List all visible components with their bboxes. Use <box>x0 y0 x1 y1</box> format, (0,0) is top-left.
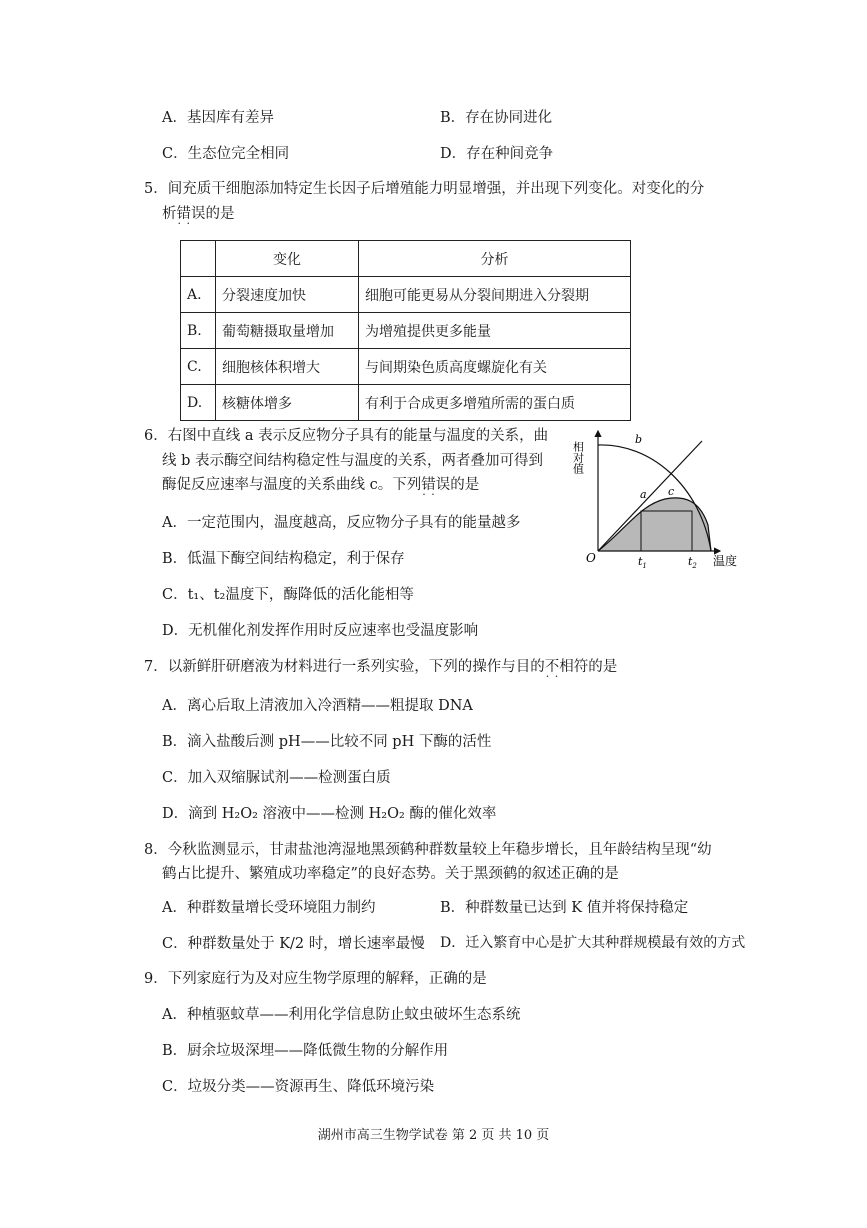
q7-stem <box>144 655 617 676</box>
curve-c-label: c <box>668 485 675 498</box>
q4-option-b: B．存在协同进化 <box>440 110 553 126</box>
q5-emphasis: 错误 · · <box>177 202 206 223</box>
q5-stem-line2 <box>162 202 235 223</box>
q7-stem-text: 7．以新鲜肝研磨液为材料进行一系列实验，下列的操作与目的 <box>144 659 545 675</box>
line-a-label: a <box>640 488 647 501</box>
table-cell: 与间期染色质高度螺旋化有关 <box>359 349 631 385</box>
t1-label <box>638 555 647 570</box>
table-row <box>181 385 631 421</box>
table-cell: D. <box>181 385 216 421</box>
q5-table <box>180 240 631 421</box>
q6-option-b: B．低温下酶空间结构稳定，利于保存 <box>162 551 405 567</box>
table-header-cell: 变化 <box>216 241 359 277</box>
table-cell: 有利于合成更多增殖所需的蛋白质 <box>359 385 631 421</box>
q4-option-a: A．基因库有差异 <box>162 110 274 126</box>
q7-stem-text-end: 的是 <box>588 659 618 675</box>
q5-stem-text: 析 <box>162 206 177 222</box>
table-cell: 葡萄糖摄取量增加 <box>216 313 359 349</box>
t2-label <box>688 555 697 570</box>
q6-stem-text: 酶促反应速率与温度的关系曲线 c。下列 <box>162 477 422 493</box>
q6-option-d: D．无机催化剂发挥作用时反应速率也受温度影响 <box>162 623 479 639</box>
table-header-row <box>181 241 631 277</box>
x-axis-label: 温度 <box>713 554 738 568</box>
t2-label-sub: 2 <box>692 562 697 570</box>
q8-stem-line1: 8．今秋监测显示，甘肃盐池湾湿地黑颈鹤种群数量较上年稳步增长，且年龄结构呈现“幼 <box>144 842 712 858</box>
q6-stem-line2: 线 b 表示酶空间结构稳定性与温度的关系，两者叠加可得到 <box>162 453 543 469</box>
q8-stem-line2: 鹤占比提升、繁殖成功率稳定”的良好态势。关于黑颈鹤的叙述正确的是 <box>162 866 619 882</box>
q7-option-b: B．滴入盐酸后测 pH——比较不同 pH 下酶的活性 <box>162 734 492 750</box>
q7-option-c: C．加入双缩脲试剂——检测蛋白质 <box>162 770 391 786</box>
q6-option-c: C．t₁、t₂温度下，酶降低的活化能相等 <box>162 587 414 603</box>
table-row <box>181 277 631 313</box>
q8-option-b: B．种群数量已达到 K 值并将保持稳定 <box>440 900 689 916</box>
curve-c-shaded-area <box>598 498 711 551</box>
table-cell: 细胞可能更易从分裂间期进入分裂期 <box>359 277 631 313</box>
origin-label: O <box>586 551 596 565</box>
q4-option-d: D．存在种间竞争 <box>440 146 554 162</box>
q7-emphasis: 不相符 · · <box>545 655 589 676</box>
q8-option-d: D．迁入繁育中心是扩大其种群规模最有效的方式 <box>440 935 746 951</box>
q9-option-a: A．种植驱蚊草——利用化学信息防止蚊虫破坏生态系统 <box>162 1007 521 1023</box>
table-cell: 分裂速度加快 <box>216 277 359 313</box>
q9-option-b: B．厨余垃圾深埋——降低微生物的分解作用 <box>162 1043 449 1059</box>
q4-option-c: C．生态位完全相同 <box>162 146 290 162</box>
t1-label-sub: 1 <box>642 562 647 570</box>
y-axis-label: 相对值 <box>571 441 585 474</box>
table-cell: 核糖体增多 <box>216 385 359 421</box>
table-cell: 细胞核体积增大 <box>216 349 359 385</box>
q6-emphasis: 错误 · · <box>421 473 450 494</box>
q6-stem-line1: 6．右图中直线 a 表示反应物分子具有的能量与温度的关系，曲 <box>144 428 549 444</box>
table-cell: C. <box>181 349 216 385</box>
table-row <box>181 349 631 385</box>
q7-option-d: D．滴到 H₂O₂ 溶液中——检测 H₂O₂ 酶的催化效率 <box>162 806 497 822</box>
t1-label-main: t <box>638 555 643 568</box>
table-cell: A. <box>181 277 216 313</box>
page-footer: 湖州市高三生物学试卷 第 2 页 共 10 页 <box>317 1128 550 1143</box>
table-header-cell: 分析 <box>359 241 631 277</box>
q7-option-a: A．离心后取上清液加入冷酒精——粗提取 DNA <box>162 698 473 714</box>
q8-option-a: A．种群数量增长受环境阻力制约 <box>162 900 376 916</box>
q6-option-a: A．一定范围内，温度越高，反应物分子具有的能量越多 <box>162 515 521 531</box>
table-row <box>181 313 631 349</box>
q8-option-c: C．种群数量处于 K/2 时，增长速率最慢 <box>162 936 425 952</box>
q5-stem-line1: 5．间充质干细胞添加特定生长因子后增殖能力明显增强，并出现下列变化。对变化的分 <box>144 181 705 197</box>
curve-b-label: b <box>635 433 643 446</box>
table-cell: 为增殖提供更多能量 <box>359 313 631 349</box>
q9-stem: 9．下列家庭行为及对应生物学原理的解释，正确的是 <box>144 971 487 987</box>
table-cell: B. <box>181 313 216 349</box>
q5-stem-text-end: 的是 <box>205 206 235 222</box>
q6-figure <box>571 425 750 575</box>
table-header-cell <box>181 241 216 277</box>
q6-stem-text-end: 的是 <box>450 477 480 493</box>
q9-option-c: C．垃圾分类——资源再生、降低环境污染 <box>162 1079 435 1095</box>
t2-label-main: t <box>688 555 693 568</box>
q6-stem-line3 <box>162 473 479 494</box>
